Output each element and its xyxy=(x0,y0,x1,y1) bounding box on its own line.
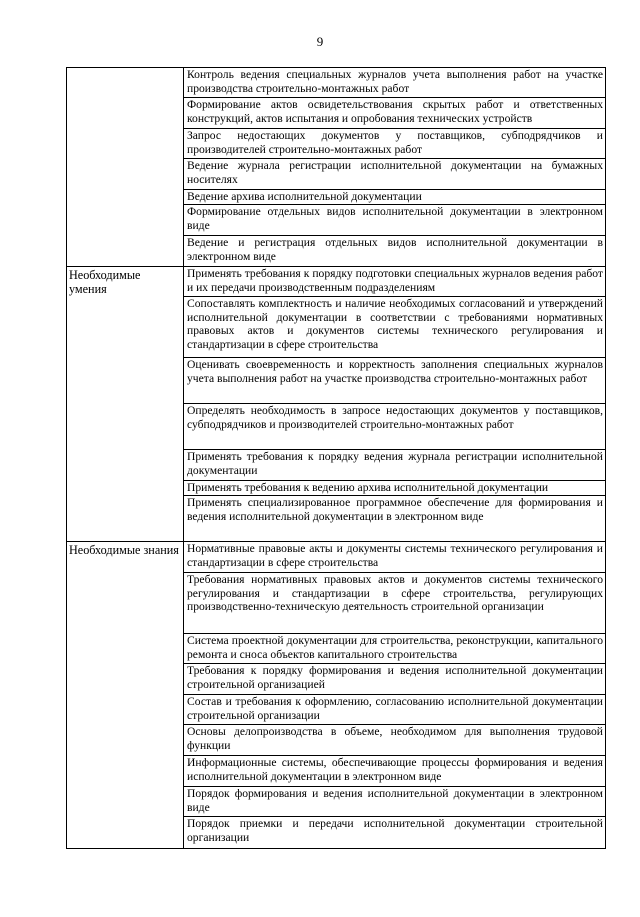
table-cell: Информационные системы, обеспечивающие процессы формирования и ведения исполнительной документации в электронном виде xyxy=(187,756,603,783)
section-required-knowledge xyxy=(66,541,606,848)
table-cell: Требования к порядку формирования и ведения исполнительной документации строительной организацией xyxy=(187,664,603,691)
section-label: Необходимые знания xyxy=(69,543,179,557)
table-cell: Контроль ведения специальных журналов учета выполнения работ на участке производства строительно-монтажных работ xyxy=(187,68,603,95)
table-cell: Применять специализированное программное обеспечение для формирования и ведения исполнительной документации в электронном виде xyxy=(187,496,603,523)
table-cell: Состав и требования к оформлению, согласованию исполнительной документации строительной организации xyxy=(187,695,603,722)
table-cell: Нормативные правовые акты и документы системы технического регулирования и стандартизации в сфере строительства xyxy=(187,542,603,569)
section-label xyxy=(66,67,183,266)
table-cell: Порядок приемки и передачи исполнительной документации строительной организации xyxy=(187,817,603,844)
table-cell: Применять требования к ведению архива исполнительной документации xyxy=(187,481,549,494)
table-cell: Порядок формирования и ведения исполнительной документации в электронном виде xyxy=(187,787,603,814)
table-cell: Ведение журнала регистрации исполнительной документации на бумажных носителях xyxy=(187,159,603,186)
table-cell: Запрос недостающих документов у поставщиков, субподрядчиков и производителей строительно-монтажных работ xyxy=(187,129,603,156)
table-cell: Формирование актов освидетельствования скрытых работ и ответственных конструкций, актов испытания и опробования технических устройств xyxy=(187,98,603,125)
table-cell: Определять необходимость в запросе недостающих документов у поставщиков, субподрядчиков и производителей строительно-монтажных работ xyxy=(187,404,603,431)
table-cell: Основы делопроизводства в объеме, необходимом для выполнения трудовой функции xyxy=(187,725,603,752)
table-cell: Ведение и регистрация отдельных видов исполнительной документации в электронном виде xyxy=(187,236,603,263)
section-labor-actions xyxy=(66,67,606,266)
table-cell: Формирование отдельных видов исполнительной документации в электронном виде xyxy=(187,205,603,232)
table-cell: Применять требования к порядку подготовки специальных журналов ведения работ и их передачи производственным подразделениям xyxy=(187,267,603,294)
table-cell: Сопоставлять комплектность и наличие необходимых согласований и утверждений исполнительной документации в соответствии с требованиями нормативных правовых актов и документов системы технического регулирования и стандартизации в сфере строительства xyxy=(187,297,603,351)
table-cell: Ведение архива исполнительной документации xyxy=(187,190,422,203)
table-border-bottom xyxy=(66,848,606,849)
section-required-skills xyxy=(66,266,606,541)
table-cell: Применять требования к порядку ведения журнала регистрации исполнительной документации xyxy=(187,450,603,477)
table-cell: Оценивать своевременность и корректность заполнения специальных журналов учета выполнения работ на участке производства строительно-монтажных работ xyxy=(187,358,603,385)
page-number: 9 xyxy=(316,34,324,49)
table-cell: Система проектной документации для строительства, реконструкции, капитального ремонта и сноса объектов капитального строительства xyxy=(187,634,603,661)
table-cell: Требования нормативных правовых актов и документов системы технического регулирования и стандартизации в сфере строительства, регулирующих производственно-техническую деятельность строительной организации xyxy=(187,573,603,614)
section-label: Необходимые умения xyxy=(69,268,141,296)
requirements-table xyxy=(66,67,606,848)
